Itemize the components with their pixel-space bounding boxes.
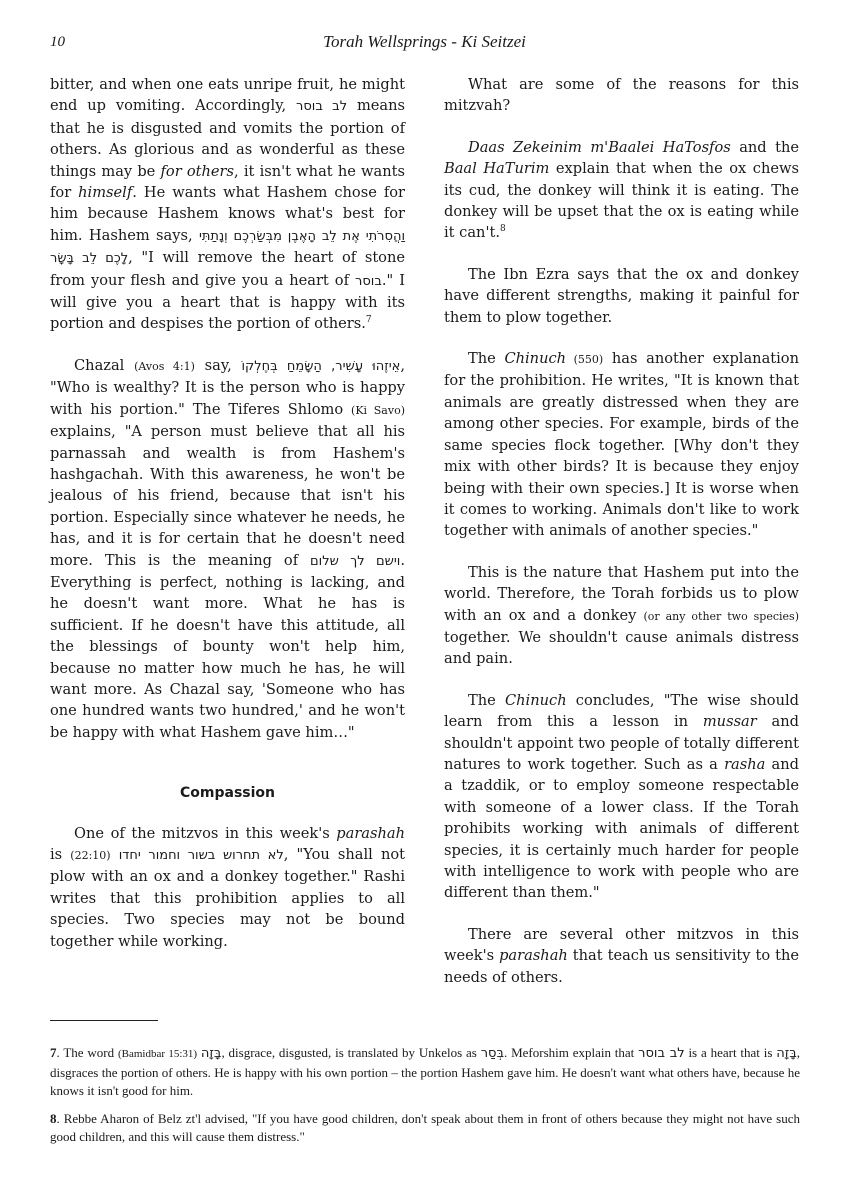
hebrew-text: וישם לך שלום	[310, 553, 401, 569]
text: , "You shall not plow with an ox and a donkey together." Rashi writes that this prohibition applies to all species. Two species may not be bound together while working.	[50, 846, 406, 950]
italic-text: Chinuch	[504, 350, 567, 368]
footnote-7	[50, 1044, 800, 1101]
italic-text: Chinuch	[504, 691, 567, 709]
citation: (or any other two species)	[643, 609, 799, 623]
hebrew-text: לא תחרוש בשור וחמור יחדו	[118, 848, 284, 863]
hebrew-text: בוסר	[355, 273, 382, 289]
text: The	[468, 691, 505, 709]
text: Chazal	[74, 356, 135, 374]
paragraph	[444, 562, 799, 670]
citation: (Ki Savo)	[351, 403, 405, 417]
text: There are several other mitzvos in this week's	[444, 925, 799, 965]
text: . Everything is perfect, nothing is lacking, and he doesn't want more. What he has is sufficient. If he doesn't have this attitude, all the blessings of bounty won't help him, because no matter how much he has, he will want more. As Chazal say, 'Someone who has one hundred wants two hundred,' and he won't be happy with what Hashem gave him…"	[50, 551, 405, 741]
text: explains, "A person must believe that all his parnassah and wealth is from Hashem's hashgachah. With this awareness, he won't be jealous of his friend, because that isn't his portion. Especially since whatever he needs, he has, and it is for certain that he doesn't need more. This is the meaning of	[50, 423, 405, 569]
italic-text: mussar	[702, 713, 757, 731]
italic-text: Daas Zekeinim m'Baalei HaTosfos	[468, 138, 731, 156]
paragraph	[50, 355, 405, 743]
text: that teach us sensitivity to the needs of others.	[444, 947, 799, 986]
text: is	[50, 846, 71, 863]
text: , "Who is wealthy? It is the person who is happy with his portion." The Tiferes Shlomo	[50, 356, 405, 418]
text: . He wants what Hashem chose for him because Hashem knows what's best for him. Hashem says,	[50, 184, 405, 244]
text: , it isn't what he wants for	[50, 162, 406, 202]
text: and the	[730, 138, 799, 156]
hebrew-text: בָּזָה	[776, 1046, 797, 1061]
footnote-number: 7	[50, 1045, 57, 1060]
left-column	[50, 74, 405, 972]
text: , disgraces the portion of others. He is happy with his own portion – the portion Hashem gave him. He doesn't want what others have, because he knows it isn't good for him.	[50, 1045, 801, 1098]
citation: (550)	[566, 353, 604, 367]
paragraph: What are some of the reasons for this mitzvah?	[444, 76, 799, 115]
italic-text: himself	[78, 184, 133, 202]
text: bitter, and when one eats unripe fruit, he might end up vomiting. Accordingly,	[50, 76, 405, 115]
paragraph	[50, 823, 405, 952]
hebrew-text: בָּזָה	[200, 1046, 222, 1061]
text: is a heart that is	[684, 1045, 777, 1060]
italic-text: parashah	[499, 947, 568, 965]
hebrew-text: לב בוסר	[638, 1046, 685, 1061]
footnote-divider	[50, 1020, 158, 1021]
text: say,	[194, 356, 242, 374]
paragraph	[444, 348, 799, 542]
text: . The word	[56, 1045, 118, 1060]
hebrew-text: אֵיזֶהוּ עָשִׁיר, הַשָּׂמֵחַ בְּחֶלְקוֹ	[241, 358, 401, 374]
paragraph	[50, 74, 405, 335]
paragraph	[444, 690, 799, 904]
text: This is the nature that Hashem put into the world. Therefore, the Torah forbids us to plow with an ox and a donkey	[444, 563, 799, 624]
footnote-number: 8	[50, 1110, 57, 1126]
text: and a tzaddik, or to employ someone respectable with someone of a lower class. If the Torah prohibits working with animals of different species, it is certainly much harder for people with intelligence to work with people who are different than them."	[444, 755, 799, 902]
footnote-ref[interactable]: 7	[365, 315, 372, 326]
hebrew-text: וַהֲסִרֹתִי אֶת לֵב הָאֶבֶן מִבְּשַׂרְכֶם וְנָתַתִּי לָכֶם לֵב בָּשָׂר	[50, 228, 405, 267]
hebrew-text: לב בוסר	[296, 99, 348, 115]
citation: (22:10)	[70, 849, 111, 862]
text: together. We shouldn't cause animals distress and pain.	[444, 628, 799, 668]
text: . Meforshim explain that	[504, 1045, 639, 1060]
paragraph	[444, 924, 799, 988]
text: explain that when the ox chews its cud, the donkey will think it is eating. The donkey will be upset that the ox is eating while it can't.	[444, 160, 799, 242]
section-heading: Compassion	[180, 785, 275, 802]
text: has another explanation for the prohibition. He writes, "It is known that animals are greatly distressed when they are among other species. For example, birds of the same species flock together. [Why don't they mix with other birds? It is because they enjoy being with their own species.] It is worse when it comes to working. Animals don't like to work together with animals of another species."	[444, 350, 799, 540]
text: One of the mitzvos in this week's	[74, 824, 337, 842]
text: . Rebbe Aharon of Belz zt'l advised, "If you have good children, don't speak about them in front of others because they might not have such good children, and this will cause them distress."	[50, 1110, 800, 1144]
text: concludes, "The wise should learn from this a lesson in	[444, 691, 799, 731]
italic-text: parashah	[336, 824, 405, 842]
right-column	[444, 74, 799, 1008]
italic-text: rasha	[724, 755, 766, 773]
citation: (Bamidbar 15:31)	[117, 1048, 198, 1060]
footnote-8	[50, 1110, 800, 1147]
italic-text: Baal HaTurim	[444, 160, 550, 178]
running-head: Torah Wellsprings - Ki Seitzei	[323, 32, 526, 51]
text: , disgrace, disgusted, is translated by Unkelos as	[221, 1045, 481, 1060]
citation: (Avos 4:1)	[134, 359, 195, 373]
text: means that he is disgusted and vomits the portion of others. As glorious and as wonderful as these things may be	[50, 97, 406, 180]
paragraph	[444, 137, 799, 244]
text: The	[468, 350, 505, 368]
paragraph: The Ibn Ezra says that the ox and donkey have different strengths, making it painful for them to plow together.	[444, 265, 799, 326]
hebrew-text: בְּסַר	[480, 1046, 504, 1061]
page-number: 10	[50, 34, 65, 50]
text: , "I will remove the heart of stone from your flesh and give you a heart of	[50, 249, 406, 289]
text: and shouldn't appoint two people of totally different natures to work together. Such as a	[444, 713, 799, 773]
footnotes	[50, 1044, 800, 1156]
text: ." I will give you a heart that is happy with its portion and despises the portion of others.	[50, 271, 405, 333]
footnote-ref[interactable]: 8	[499, 224, 506, 235]
italic-text: for others	[160, 162, 235, 180]
